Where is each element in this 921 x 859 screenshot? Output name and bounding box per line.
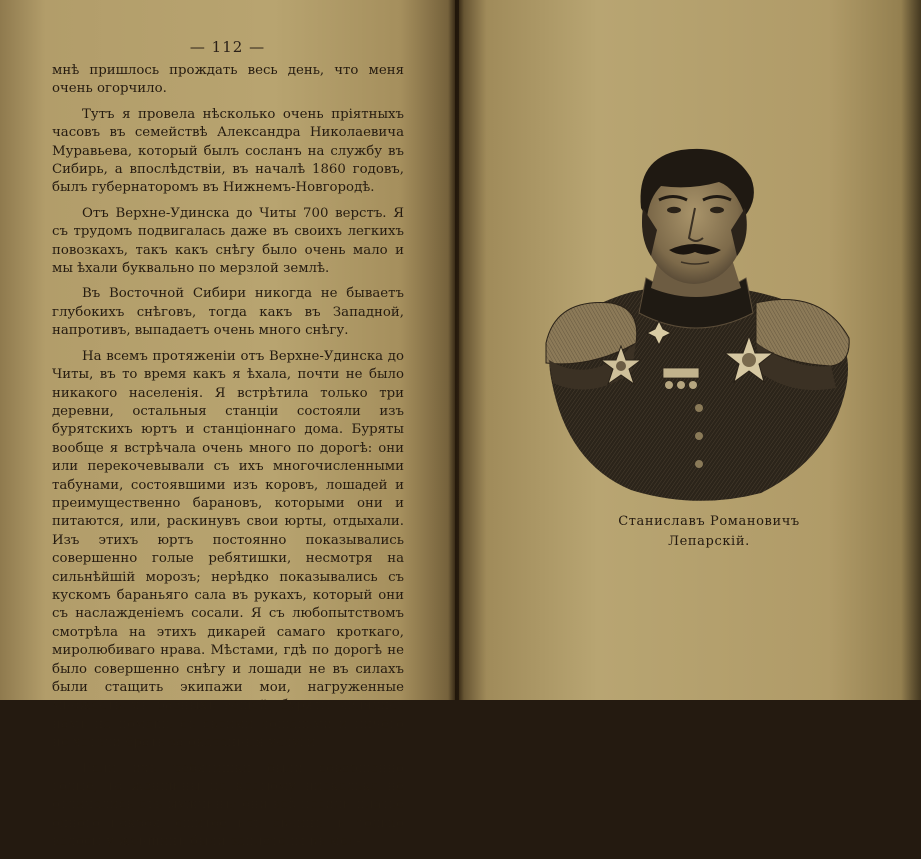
right-page xyxy=(459,0,921,700)
page-edge-shadow xyxy=(901,0,921,700)
coat-button xyxy=(695,404,703,412)
coat-button xyxy=(695,432,703,440)
eye-left xyxy=(667,207,681,213)
paragraph: Если ихъ ребятишки были совершенно голые, то женщины по костюму нисколько не отличались отъ мужчинъ; они всѣ носили платье одного покроя, сшитое изъ овчинъ, и только волосы у женщинъ были заплетены въ мел- xyxy=(52,760,404,850)
portrait-illustration xyxy=(531,138,861,508)
page-number: — 112 — xyxy=(189,38,266,56)
coat-button xyxy=(695,460,703,468)
paragraph: мнѣ пришлось прождать весь день, что меня очень огорчило. xyxy=(52,63,404,97)
portrait-caption xyxy=(559,512,859,552)
left-page-body-text xyxy=(52,62,404,859)
book-gutter xyxy=(448,0,464,700)
paragraph: Отъ Верхне-Удинска до Читы 700 верстъ. Я съ трудомъ подвигалась даже въ своихъ легкихъ повозкахъ, такъ какъ снѣгу было очень мало и мы ѣхали буквально по мерзлой землѣ. xyxy=(52,205,404,277)
caption-surname-line: Лепарскій. xyxy=(668,534,750,549)
left-page xyxy=(0,0,455,850)
eye-right xyxy=(710,207,724,213)
portrait-engraving xyxy=(531,138,861,508)
caption-name-line: Станиславъ Романовичъ xyxy=(618,514,800,529)
paragraph: Тутъ я провела нѣсколько очень пріятныхъ часовъ въ семействѣ Александра Николаевича Муравьева, который былъ сосланъ на службу въ Сибирь, а впослѣдствіи, въ началѣ 1860 годовъ, былъ губернаторомъ въ Нижнемъ-Новгородѣ. xyxy=(52,106,404,196)
paragraph: Въ Восточной Сибири никогда не бываетъ глубокихъ снѣговъ, тогда какъ въ Западной, напротивъ, выпадаетъ очень много снѣгу. xyxy=(52,286,404,339)
paragraph: На всемъ протяженіи отъ Верхне-Удинска до Читы, въ то время какъ я ѣхала, почти не было никакого населенія. Я встрѣтила только три деревни, остальныя станціи состояли изъ бурятскихъ юртъ и станціоннаго дома. Буряты вообще я встрѣчала очень много по дорогѣ: они или перекочевывали съ ихъ многочисленными табунами, состоявшими изъ коровъ, лошадей и преимущественно барановъ, которыми они и питаются, или, раскинувъ свои юрты, отдыхали. Изъ этихъ юртъ постоянно показывались совершенно голые ребятишки, несмотря на сильнѣйшій морозъ; нерѣдко показывались съ кускомъ бараньяго сала въ рукахъ, который они съ наслажденіемъ сосали. Я съ любопытствомъ смотрѣла на этихъ дикарей самаго кроткаго, миролюбиваго нрава. Мѣстами, гдѣ по дорогѣ не было совершенно снѣгу и лошади не въ силахъ были стащить экипажи мои, нагруженные множествомъ разныхъ вещей, буряты являлись намъ на помощь съ своими лошадьми и ничего не хотѣли брать за оказанныя услуги. xyxy=(52,348,404,751)
